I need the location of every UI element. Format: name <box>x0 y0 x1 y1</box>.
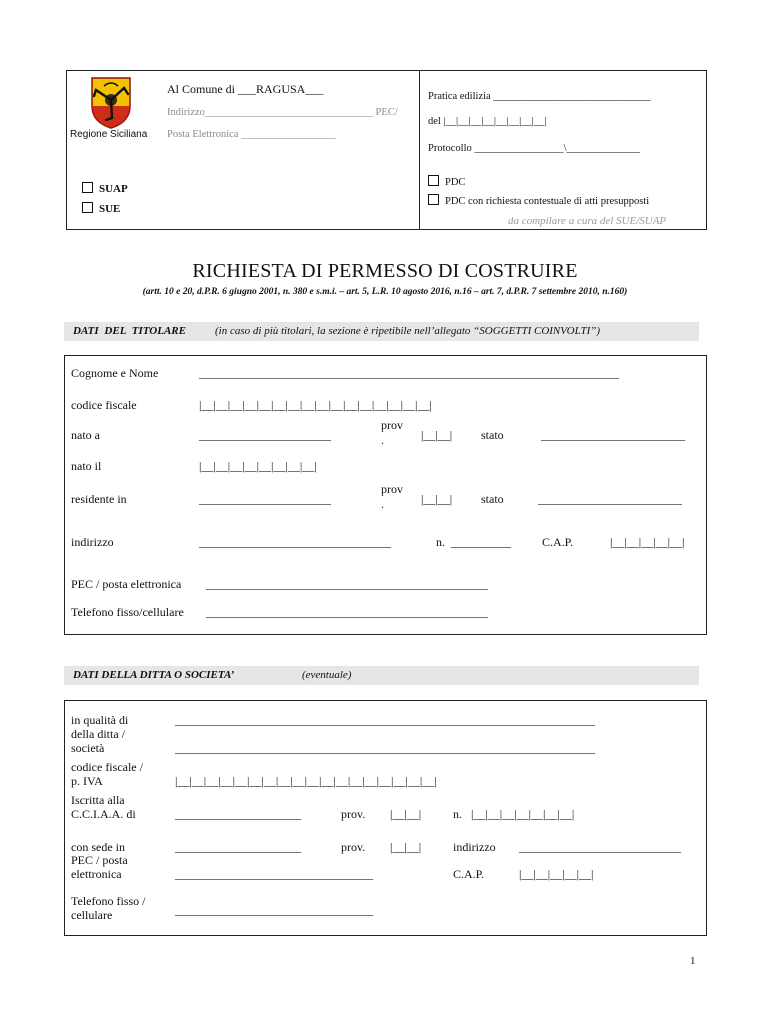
telefono-input[interactable]: _______________________________________________ <box>206 605 488 619</box>
page-number: 1 <box>690 955 696 967</box>
sue-option[interactable]: SUE <box>82 202 120 215</box>
ditta-tel-label-1: Telefono fisso / <box>71 894 146 908</box>
ditta-tel-label-2: cellulare <box>71 908 113 922</box>
ditta-prov-label: prov. <box>341 807 366 821</box>
indirizzo-line[interactable]: Indirizzo________________________________ PEC/ <box>167 107 398 118</box>
sede-label: con sede in <box>71 840 125 854</box>
ditta-box <box>64 700 707 936</box>
compilare-note: da compilare a cura del SUE/SUAP <box>508 215 667 227</box>
pratica-edilizia-line[interactable]: Pratica edilizia ______________________________ <box>428 91 651 102</box>
residente-label: residente in <box>71 492 127 506</box>
cf-label: codice fiscale <box>71 398 137 412</box>
ditta-cap-input[interactable]: |__|__|__|__|__| <box>519 867 594 881</box>
titolare-heading: DATI DEL TITOLARE <box>73 325 186 337</box>
societa-label: società <box>71 741 105 755</box>
qualita-input[interactable]: ______________________________________________________________________ <box>175 713 595 727</box>
cognome-input[interactable]: ______________________________________________________________________ <box>199 366 619 380</box>
nato-il-input[interactable]: |__|__|__|__|__|__|__|__| <box>199 459 317 473</box>
prov-input[interactable]: |__|__| <box>421 428 453 442</box>
cciaa-label-2: C.C.I.A.A. di <box>71 807 136 821</box>
pec-input[interactable]: _______________________________________________ <box>206 577 488 591</box>
ditta-label: della ditta / <box>71 727 125 741</box>
pdc-richiesta-checkbox[interactable] <box>428 194 439 205</box>
ditta-pec-label-2: elettronica <box>71 867 122 881</box>
sede-indirizzo-label: indirizzo <box>453 840 496 854</box>
cciaa-label-1: Iscritta alla <box>71 793 125 807</box>
region-label: Regione Siciliana <box>70 129 148 140</box>
ditta-cf-label-2: p. IVA <box>71 774 103 788</box>
del-date-boxes[interactable]: del |__|__|__|__|__|__|__|__| <box>428 116 547 127</box>
titolare-note: (in caso di più titolari, la sezione è ripetibile nell’allegato “SOGGETTI COINVOLTI”) <box>215 325 601 337</box>
pec-label: PEC / posta elettronica <box>71 577 182 591</box>
sede-input[interactable]: _____________________ <box>175 840 301 854</box>
telefono-label: Telefono fisso/cellulare <box>71 605 184 619</box>
page-title: RICHIESTA DI PERMESSO DI COSTRUIRE <box>192 260 578 282</box>
stato2-input[interactable]: ________________________ <box>538 492 682 506</box>
sede-indirizzo-input[interactable]: ___________________________ <box>519 840 681 854</box>
sede-prov-input[interactable]: |__|__| <box>390 840 422 854</box>
prov2-input[interactable]: |__|__| <box>421 492 453 506</box>
n-input[interactable]: __________ <box>451 535 511 549</box>
page-subtitle: (artt. 10 e 20, d.P.R. 6 giugno 2001, n. 380 e s.m.i. – art. 5, L.R. 10 agosto 2016, n.16 – art. 7, d.P.R. 7 settembre 2010, n.160) <box>142 287 628 297</box>
stato-input[interactable]: ________________________ <box>541 428 685 442</box>
ditta-n-label: n. <box>453 807 462 821</box>
ditta-tel-input[interactable]: _________________________________ <box>175 903 373 917</box>
pdc-richiesta-option[interactable]: PDC con richiesta contestuale di atti presupposti <box>428 194 649 207</box>
sede-prov-label: prov. <box>341 840 366 854</box>
societa-input[interactable]: ______________________________________________________________________ <box>175 741 595 755</box>
prov2-label: prov . <box>381 482 403 511</box>
header-divider <box>419 70 420 230</box>
cf-input[interactable]: |__|__|__|__|__|__|__|__|__|__|__|__|__|__|__|__| <box>199 398 432 412</box>
pdc-checkbox[interactable] <box>428 175 439 186</box>
nato-a-label: nato a <box>71 428 100 442</box>
suap-checkbox[interactable] <box>82 182 93 193</box>
qualita-label: in qualità di <box>71 713 129 727</box>
ditta-prov-input[interactable]: |__|__| <box>390 807 422 821</box>
sue-checkbox[interactable] <box>82 202 93 213</box>
stato-label: stato <box>481 428 504 442</box>
pdc-option[interactable]: PDC <box>428 175 465 188</box>
cognome-label: Cognome e Nome <box>71 366 159 380</box>
cap-label: C.A.P. <box>542 535 574 549</box>
ditta-pec-label-1: PEC / posta <box>71 853 128 867</box>
suap-option[interactable]: SUAP <box>82 182 128 195</box>
cap-input[interactable]: |__|__|__|__|__| <box>610 535 685 549</box>
n-label: n. <box>436 535 445 549</box>
protocollo-line[interactable]: Protocollo _________________\______________ <box>428 143 641 154</box>
ditta-cap-label: C.A.P. <box>453 867 485 881</box>
nato-il-label: nato il <box>71 459 102 473</box>
comune-line: Al Comune di ___RAGUSA___ <box>167 82 324 96</box>
ditta-n-input[interactable]: |__|__|__|__|__|__|__| <box>471 807 575 821</box>
residente-input[interactable]: ______________________ <box>199 492 331 506</box>
ditta-cf-label-1: codice fiscale / <box>71 760 143 774</box>
regione-siciliana-logo <box>86 76 136 130</box>
cciaa-input[interactable]: _____________________ <box>175 807 301 821</box>
indirizzo-input[interactable]: ________________________________ <box>199 535 391 549</box>
indirizzo-label: indirizzo <box>71 535 114 549</box>
ditta-eventuale: (eventuale) <box>302 669 352 681</box>
ditta-pec-input[interactable]: _________________________________ <box>175 867 373 881</box>
posta-elettronica-line[interactable]: Posta Elettronica __________________ <box>167 129 336 140</box>
ditta-cf-input[interactable]: |__|__|__|__|__|__|__|__|__|__|__|__|__|__|__|__|__|__| <box>175 774 437 788</box>
nato-a-input[interactable]: ______________________ <box>199 428 331 442</box>
ditta-heading: DATI DELLA DITTA O SOCIETA’ <box>73 669 235 681</box>
prov-label: prov . <box>381 418 403 447</box>
stato2-label: stato <box>481 492 504 506</box>
